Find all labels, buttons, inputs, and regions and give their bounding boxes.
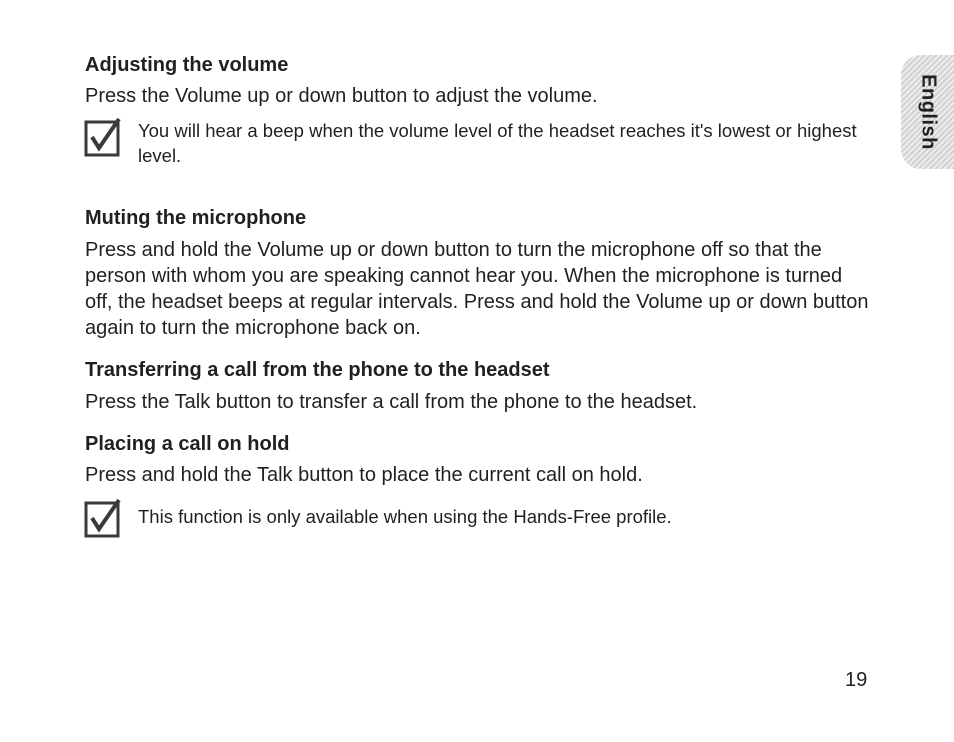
section-body-transferring-call: Press the Talk button to transfer a call from the phone to the headset. [85, 391, 698, 413]
section-body-muting-microphone: Press and hold the Volume up or down button to turn the microphone off so that the person with whom you are speaking cannot hear you. When the microphone is turned off, the headset beeps at regular intervals. Press and hold the Volume up or down button again to turn the microphone back on. [85, 239, 869, 339]
note-check-icon [84, 117, 122, 157]
language-tab-label: English [917, 74, 940, 150]
section-body-call-on-hold: Press and hold the Talk button to place the current call on hold. [85, 464, 643, 486]
note-check-icon [84, 498, 122, 538]
note-hands-free: This function is only available when using the Hands-Free profile. [138, 506, 672, 527]
page-number: 19 [845, 669, 868, 691]
section-heading-adjusting-volume: Adjusting the volume [85, 54, 289, 76]
section-body-adjusting-volume: Press the Volume up or down button to adjust the volume. [85, 85, 598, 107]
section-heading-call-on-hold: Placing a call on hold [85, 433, 290, 455]
section-heading-transferring-call: Transferring a call from the phone to the headset [85, 359, 550, 381]
section-heading-muting-microphone: Muting the microphone [85, 207, 307, 229]
note-volume-beep: You will hear a beep when the volume level of the headset reaches it's lowest or highest level. [138, 120, 857, 166]
